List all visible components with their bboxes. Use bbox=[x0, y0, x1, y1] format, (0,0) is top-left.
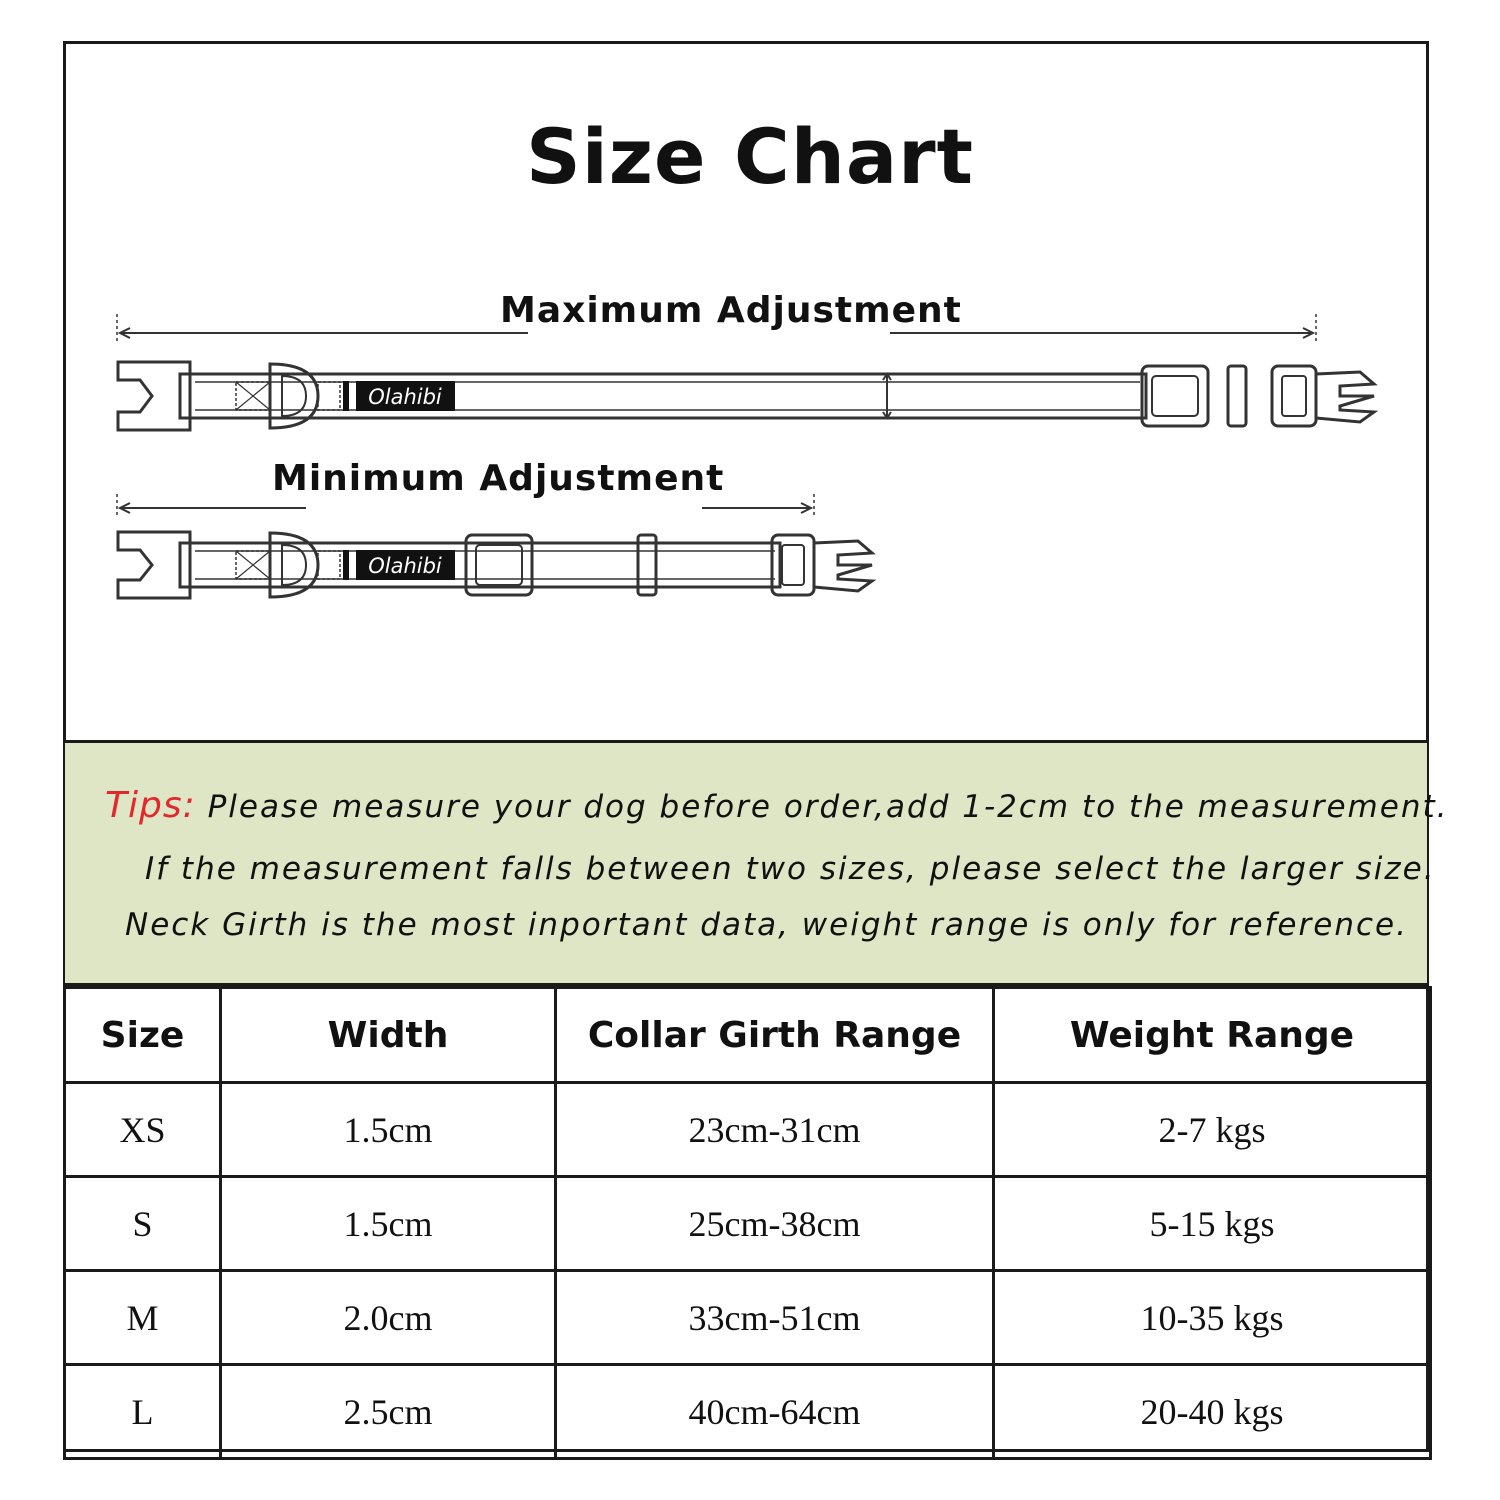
tips-line-2: If the measurement falls between two sizes, please select the larger size. bbox=[145, 851, 1436, 887]
header-size: Size bbox=[65, 988, 221, 1083]
min-collar-illustration bbox=[117, 494, 872, 598]
header-weight-range: Weight Range bbox=[994, 988, 1431, 1083]
cell-weight: 2-7 kgs bbox=[994, 1083, 1431, 1177]
tips-text-1: Please measure your dog before order,add 1-2cm to the measurement. bbox=[207, 789, 1449, 825]
cell-size: XS bbox=[65, 1083, 221, 1177]
cell-weight: 20-40 kgs bbox=[994, 1365, 1431, 1459]
table-row bbox=[65, 1083, 1431, 1177]
maximum-adjustment-label: Maximum Adjustment bbox=[500, 290, 962, 331]
collar-diagram bbox=[0, 0, 1500, 740]
size-table bbox=[63, 986, 1432, 1460]
cell-weight: 5-15 kgs bbox=[994, 1177, 1431, 1271]
header-width: Width bbox=[221, 988, 556, 1083]
table-row bbox=[65, 1177, 1431, 1271]
cell-weight: 10-35 kgs bbox=[994, 1271, 1431, 1365]
cell-collar-girth: 25cm-38cm bbox=[556, 1177, 994, 1271]
page-title: Size Chart bbox=[525, 112, 974, 201]
cell-collar-girth: 33cm-51cm bbox=[556, 1271, 994, 1365]
cell-size: M bbox=[65, 1271, 221, 1365]
max-collar-illustration bbox=[117, 314, 1374, 430]
cell-width: 1.5cm bbox=[221, 1177, 556, 1271]
table-row bbox=[65, 1365, 1431, 1459]
cell-collar-girth: 23cm-31cm bbox=[556, 1083, 994, 1177]
table-header-row bbox=[65, 988, 1431, 1083]
cell-width: 2.5cm bbox=[221, 1365, 556, 1459]
header-collar-girth-range: Collar Girth Range bbox=[556, 988, 994, 1083]
minimum-adjustment-label: Minimum Adjustment bbox=[272, 458, 725, 499]
tips-label: Tips: bbox=[105, 785, 196, 826]
cell-width: 1.5cm bbox=[221, 1083, 556, 1177]
cell-collar-girth: 40cm-64cm bbox=[556, 1365, 994, 1459]
tips-panel bbox=[65, 740, 1449, 986]
min-brand-tag-text: Olahibi bbox=[368, 554, 442, 578]
tips-line-3: Neck Girth is the most inportant data, weight range is only for reference. bbox=[125, 907, 1408, 943]
cell-size: S bbox=[65, 1177, 221, 1271]
table-row bbox=[65, 1271, 1431, 1365]
cell-width: 2.0cm bbox=[221, 1271, 556, 1365]
max-brand-tag-text: Olahibi bbox=[368, 385, 442, 409]
cell-size: L bbox=[65, 1365, 221, 1459]
tips-line-1 bbox=[105, 785, 1448, 826]
